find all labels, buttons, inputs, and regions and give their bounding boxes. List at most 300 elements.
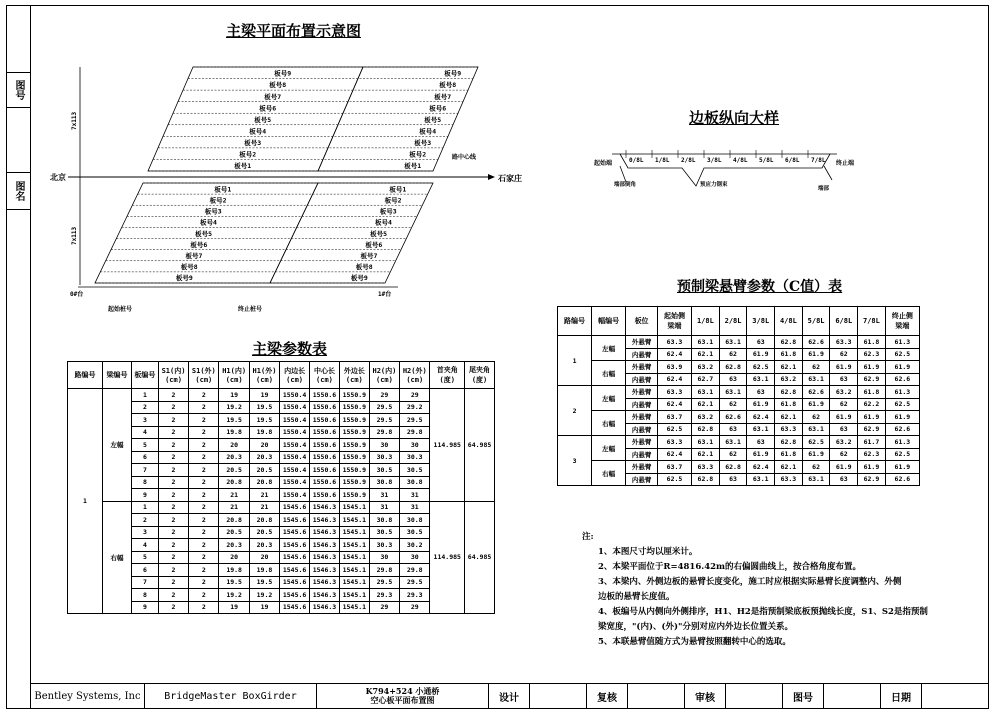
plan-drawing: [48, 55, 522, 315]
cant-cell: 63.1: [692, 386, 720, 399]
cant-header-cell: 路编号: [558, 307, 592, 336]
cant-cell: 63.3: [692, 461, 720, 474]
params-cell: 31: [400, 501, 430, 514]
params-angle-cell: 64.985: [465, 501, 495, 614]
cant-row: [558, 386, 920, 399]
cant-cell: 61.8: [775, 398, 803, 411]
cant-cell: 63.2: [775, 373, 803, 386]
tb-date-label: 日期: [891, 692, 911, 704]
note-item: 1、本图尺寸均以厘米计。: [598, 547, 698, 557]
plan-center-note: 路中心线: [452, 154, 477, 161]
params-cell: 30.3: [400, 451, 430, 464]
cant-cell: 61.9: [858, 461, 886, 474]
beam-label: 板号8: [269, 81, 287, 90]
params-cell: 2: [158, 389, 188, 402]
params-row: [68, 389, 495, 402]
notes: [582, 530, 928, 650]
params-header-cell: 内边长 (cm): [280, 362, 310, 389]
params-cell: 6: [132, 564, 159, 577]
params-cell: 19: [249, 601, 279, 614]
params-cell: 29.8: [400, 426, 430, 439]
cant-cell: 62.4: [657, 348, 691, 361]
params-cell: 3: [132, 414, 159, 427]
cant-cell: 61.8: [858, 386, 886, 399]
cant-header-cell: 5/8L: [802, 307, 830, 336]
notes-title: 注:: [582, 532, 594, 542]
params-cell: 29.5: [400, 414, 430, 427]
params-cell: 20.8: [249, 514, 279, 527]
params-cell: 1545.1: [339, 501, 369, 514]
params-cell: 2: [189, 501, 219, 514]
cant-road-cell: 2: [558, 386, 592, 436]
params-cell: 1550.9: [339, 401, 369, 414]
params-cell: 30.3: [369, 451, 399, 464]
params-cell: 9: [132, 489, 159, 502]
params-cell: 2: [189, 476, 219, 489]
cant-cell: 63.2: [692, 361, 720, 374]
cant-cell: 62.5: [657, 423, 691, 436]
cant-cell: 62.5: [802, 436, 830, 449]
params-cell: 29.5: [369, 576, 399, 589]
cant-header-row: [558, 307, 920, 336]
params-cell: 1546.3: [310, 501, 340, 514]
cant-cell: 63: [719, 373, 747, 386]
params-cell: 1550.6: [310, 464, 340, 477]
params-cell: 1550.6: [310, 439, 340, 452]
params-cell: 1546.3: [310, 526, 340, 539]
params-cell: 19: [219, 389, 249, 402]
cant-cell: 62.9: [858, 473, 886, 486]
note-item: 边板的悬臂长度值。: [598, 592, 675, 602]
params-cell: 1545.6: [280, 539, 310, 552]
beam-label: 板号6: [365, 240, 383, 249]
beam-label: 板号7: [434, 92, 452, 101]
side-tab-drawing-no-label: 图号: [13, 80, 24, 100]
edge-right-note: 端部: [818, 186, 830, 192]
params-cell: 1550.9: [339, 414, 369, 427]
cant-cell: 62.8: [775, 336, 803, 349]
cant-header-cell: 2/8L: [719, 307, 747, 336]
beam-label: 板号4: [249, 127, 267, 136]
beam-label: 板号3: [204, 207, 222, 216]
edge-mid-note: 预应力钢束: [700, 182, 728, 188]
params-cell: 4: [132, 426, 159, 439]
beam-label: 板号2: [384, 196, 402, 205]
params-cell: 29.3: [369, 589, 399, 602]
cant-cell: 63.1: [802, 473, 830, 486]
cant-cell: 63.1: [747, 473, 775, 486]
tb-drawing-line2: 空心板平面布置图: [370, 695, 435, 705]
cant-cell: 61.7: [858, 436, 886, 449]
note-item: 梁宽度，"(内)、(外)"分别对应内外边长位置关系。: [598, 622, 793, 632]
cant-cell: 62.8: [692, 423, 720, 436]
params-cell: 2: [158, 451, 188, 464]
cant-cell: 62: [830, 398, 858, 411]
cant-cell: 内悬臂: [626, 448, 658, 461]
cant-cell: 62: [802, 411, 830, 424]
cant-cell: 62.4: [747, 411, 775, 424]
tb-drawing-line1: K794+524 小通桥: [365, 686, 440, 696]
params-cell: 7: [132, 576, 159, 589]
cant-cell: 62.6: [802, 336, 830, 349]
tb-review: [587, 684, 628, 708]
params-cell: 1545.1: [339, 576, 369, 589]
cant-cell: 61.9: [885, 361, 919, 374]
cant-side-cell: 左幅: [592, 336, 626, 361]
cant-header-cell: 终止侧 梁端: [885, 307, 919, 336]
cant-cell: 62.1: [775, 411, 803, 424]
edge-position-label: 4/8L: [733, 157, 748, 164]
params-title: 主梁参数表: [252, 340, 328, 358]
params-cell: 29.3: [400, 589, 430, 602]
params-cell: 30: [369, 439, 399, 452]
cant-cell: 62.5: [885, 398, 919, 411]
params-cell: 1546.3: [310, 539, 340, 552]
cant-cell: 62.4: [747, 461, 775, 474]
params-cell: 30.8: [369, 514, 399, 527]
edge-position-label: 0/8L: [629, 157, 644, 164]
tb-date: [881, 684, 922, 708]
cant-cell: 61.9: [858, 361, 886, 374]
params-header-cell: H1(内) (cm): [219, 362, 249, 389]
params-cell: 1545.6: [280, 551, 310, 564]
beam-label: 板号6: [429, 104, 447, 113]
params-cell: 2: [189, 576, 219, 589]
params-cell: 1546.3: [310, 551, 340, 564]
note-item: 3、本梁内、外侧边板的悬臂长度变化，施工时应根据实际悬臂长度调整内、外侧: [598, 577, 902, 587]
cant-cell: 62.4: [657, 398, 691, 411]
params-cell: 1545.1: [339, 551, 369, 564]
params-cell: 2: [189, 439, 219, 452]
params-cell: 30.8: [400, 476, 430, 489]
cant-cell: 63.7: [657, 411, 691, 424]
cant-cell: 内悬臂: [626, 348, 658, 361]
tb-company-text: Bentley Systems, Inc: [34, 690, 141, 702]
params-cell: 2: [189, 464, 219, 477]
cant-cell: 62.6: [885, 473, 919, 486]
cant-cell: 63.3: [657, 336, 691, 349]
plan-bottom-left: 0#台: [70, 291, 84, 298]
beam-label: 板号5: [370, 229, 388, 238]
beam-label: 板号1: [214, 185, 232, 194]
params-cell: 29.5: [400, 576, 430, 589]
params-cell: 1545.1: [339, 539, 369, 552]
edge-title: 边板纵向大样: [689, 109, 780, 127]
params-cell: 1550.6: [310, 489, 340, 502]
params-cell: 31: [400, 489, 430, 502]
cant-cell: 62: [802, 361, 830, 374]
tb-drawing-no-value: [824, 684, 881, 708]
cant-cell: 63.2: [692, 411, 720, 424]
beam-label: 板号5: [424, 115, 442, 124]
params-cell: 20.5: [219, 526, 249, 539]
params-cell: 1546.3: [310, 601, 340, 614]
params-cell: 1550.6: [310, 426, 340, 439]
params-angle-cell: 64.985: [465, 389, 495, 502]
cant-cell: 63.1: [692, 336, 720, 349]
params-cell: 8: [132, 589, 159, 602]
cant-cell: 63.1: [802, 373, 830, 386]
cant-side-cell: 右幅: [592, 361, 626, 386]
params-cell: 2: [158, 576, 188, 589]
params-header-cell: H2(内) (cm): [369, 362, 399, 389]
cant-header-cell: 3/8L: [747, 307, 775, 336]
cant-cell: 61.9: [830, 361, 858, 374]
cant-cell: 63.2: [830, 386, 858, 399]
cant-cell: 61.9: [747, 398, 775, 411]
params-cell: 19.5: [219, 576, 249, 589]
params-cell: 2: [158, 539, 188, 552]
params-cell: 21: [219, 489, 249, 502]
cant-cell: 内悬臂: [626, 398, 658, 411]
params-cell: 1545.6: [280, 576, 310, 589]
cant-cell: 外悬臂: [626, 461, 658, 474]
tb-approve-value: [726, 684, 783, 708]
params-cell: 19.2: [219, 589, 249, 602]
params-cell: 2: [189, 414, 219, 427]
params-cell: 30.2: [400, 539, 430, 552]
cant-cell: 62.8: [719, 361, 747, 374]
plan-bottom-note2: 终止桩号: [238, 306, 263, 313]
params-cell: 1550.4: [280, 414, 310, 427]
cant-cell: 62.3: [858, 348, 886, 361]
params-cell: 1550.4: [280, 451, 310, 464]
params-header-cell: 首夹角 (度): [430, 362, 465, 389]
params-cell: 2: [189, 526, 219, 539]
params-cell: 1545.6: [280, 564, 310, 577]
tb-drawing-no: [783, 684, 824, 708]
tb-approve: [685, 684, 726, 708]
params-cell: 30: [400, 551, 430, 564]
tb-company: [31, 684, 145, 708]
cant-cell: 63.3: [775, 473, 803, 486]
params-angle-cell: 114.985: [430, 501, 465, 614]
params-cell: 29.5: [369, 401, 399, 414]
params-cell: 2: [189, 564, 219, 577]
params-cell: 1550.6: [310, 401, 340, 414]
beam-label: 板号2: [209, 196, 227, 205]
params-cell: 20: [219, 439, 249, 452]
cant-cell: 61.9: [830, 411, 858, 424]
cant-cell: 63: [747, 336, 775, 349]
params-cell: 1550.6: [310, 451, 340, 464]
params-cell: 19.5: [249, 401, 279, 414]
params-cell: 1550.4: [280, 439, 310, 452]
tb-design-label: 设计: [499, 692, 519, 704]
params-cell: 19.8: [249, 564, 279, 577]
cant-cell: 63: [830, 373, 858, 386]
cant-cell: 63.2: [830, 436, 858, 449]
cant-header-cell: 起始侧 梁端: [657, 307, 691, 336]
plan-bottom-note1: 起始桩号: [108, 306, 133, 313]
params-cell: 30.8: [369, 476, 399, 489]
cant-cell: 62.6: [802, 386, 830, 399]
tb-date-value: [922, 684, 987, 708]
tb-drawing-no-label: 图号: [793, 692, 813, 704]
beam-label: 板号6: [259, 104, 277, 113]
cant-cell: 外悬臂: [626, 361, 658, 374]
params-cell: 1550.9: [339, 489, 369, 502]
params-cell: 29.8: [369, 564, 399, 577]
cant-cell: 62.1: [775, 361, 803, 374]
cant-cell: 62.9: [858, 373, 886, 386]
params-cell: 2: [132, 514, 159, 527]
params-cell: 2: [158, 551, 188, 564]
cant-cell: 62.1: [692, 348, 720, 361]
params-cell: 2: [189, 514, 219, 527]
side-divider: [6, 5, 31, 709]
cant-cell: 63.1: [802, 423, 830, 436]
params-cell: 19: [219, 601, 249, 614]
cant-cell: 61.9: [802, 348, 830, 361]
beam-label: 板号7: [360, 252, 378, 260]
params-cell: 1550.4: [280, 489, 310, 502]
cant-cell: 内悬臂: [626, 373, 658, 386]
cant-side-cell: 左幅: [592, 436, 626, 461]
params-cell: 1550.6: [310, 389, 340, 402]
cant-cell: 63.3: [830, 336, 858, 349]
tb-review-label: 复核: [597, 692, 617, 704]
params-cell: 21: [249, 489, 279, 502]
plan-dim-left-top: 7x113: [71, 111, 78, 130]
cant-cell: 62.1: [692, 448, 720, 461]
params-header-cell: S1(内) (cm): [158, 362, 188, 389]
plan-title: 主梁平面布置示意图: [226, 22, 362, 40]
params-cell: 1550.4: [280, 464, 310, 477]
cant-row: [558, 411, 920, 424]
params-table: [67, 361, 495, 614]
params-cell: 20.3: [249, 539, 279, 552]
params-cell: 1546.3: [310, 589, 340, 602]
cant-header-cell: 1/8L: [692, 307, 720, 336]
tb-approve-label: 审核: [695, 692, 715, 704]
params-cell: 29: [400, 601, 430, 614]
params-cell: 1545.1: [339, 601, 369, 614]
beam-label: 板号3: [244, 139, 262, 147]
beam-label: 板号7: [185, 252, 203, 260]
edge-start-label: 起始端: [594, 160, 613, 167]
cant-cell: 62.4: [657, 448, 691, 461]
cant-side-cell: 右幅: [592, 411, 626, 436]
edge-position-label: 5/8L: [759, 157, 774, 164]
params-cell: 19.8: [219, 564, 249, 577]
cant-cell: 内悬臂: [626, 473, 658, 486]
beam-label: 板号1: [404, 162, 422, 171]
plan-right-label: 石家庄: [498, 174, 522, 183]
params-cell: 2: [189, 551, 219, 564]
params-cell: 2: [189, 539, 219, 552]
cant-cell: 62.8: [775, 386, 803, 399]
params-cell: 2: [189, 451, 219, 464]
params-cell: 2: [158, 489, 188, 502]
cant-cell: 61.9: [830, 461, 858, 474]
params-cell: 30.8: [400, 514, 430, 527]
params-cell: 29: [369, 389, 399, 402]
cant-cell: 61.9: [858, 411, 886, 424]
params-cell: 2: [158, 526, 188, 539]
params-cell: 7: [132, 464, 159, 477]
cant-side-cell: 右幅: [592, 461, 626, 486]
cant-cell: 63.9: [657, 361, 691, 374]
cant-cell: 62.1: [692, 398, 720, 411]
cant-cell: 61.9: [802, 448, 830, 461]
beam-label: 板号2: [409, 150, 427, 159]
beam-label: 板号8: [355, 263, 373, 272]
cant-cell: 62.5: [747, 361, 775, 374]
params-cell: 9: [132, 601, 159, 614]
params-road-cell: 1: [68, 389, 103, 614]
beam-label: 板号5: [195, 229, 213, 238]
plan-bottom-right: 1#台: [378, 291, 392, 298]
cant-cell: 62: [802, 461, 830, 474]
params-cell: 1545.6: [280, 601, 310, 614]
cant-cell: 62: [830, 348, 858, 361]
edge-position-label: 6/8L: [785, 157, 800, 164]
params-cell: 20.3: [219, 539, 249, 552]
cant-cell: 62.7: [692, 373, 720, 386]
params-cell: 1546.3: [310, 564, 340, 577]
cant-cell: 63.3: [657, 436, 691, 449]
cant-cell: 61.8: [858, 336, 886, 349]
params-cell: 1545.1: [339, 526, 369, 539]
edge-position-label: 7/8L: [811, 157, 826, 164]
params-header-cell: 中心长 (cm): [310, 362, 340, 389]
edge-left-note: 端部倒角: [614, 182, 637, 188]
params-cell: 1545.6: [280, 589, 310, 602]
cant-cell: 63.1: [719, 336, 747, 349]
params-cell: 2: [158, 589, 188, 602]
cant-road-cell: 3: [558, 436, 592, 486]
beam-label: 板号3: [414, 139, 432, 147]
params-cell: 20.5: [219, 464, 249, 477]
cant-cell: 63.1: [747, 373, 775, 386]
cant-cell: 62.5: [885, 448, 919, 461]
edge-end-label: 终止端: [836, 160, 855, 167]
params-cell: 3: [132, 526, 159, 539]
params-cell: 2: [158, 439, 188, 452]
beam-label: 板号1: [234, 162, 252, 171]
params-cell: 1546.3: [310, 576, 340, 589]
plan-dim-left-bottom: 7x113: [71, 226, 78, 245]
params-cell: 2: [158, 426, 188, 439]
cant-cell: 63.1: [719, 386, 747, 399]
cant-cell: 62.9: [858, 423, 886, 436]
params-cell: 30: [400, 439, 430, 452]
tb-design: [489, 684, 530, 708]
params-cell: 1550.9: [339, 426, 369, 439]
beam-label: 板号6: [190, 240, 208, 249]
params-cell: 20: [249, 439, 279, 452]
params-header-cell: 外边长 (cm): [339, 362, 369, 389]
params-cell: 30.3: [369, 539, 399, 552]
cant-cell: 63.1: [692, 436, 720, 449]
params-cell: 2: [189, 389, 219, 402]
edge-detail: [592, 140, 855, 200]
params-cell: 1550.9: [339, 439, 369, 452]
cant-cell: 63: [830, 473, 858, 486]
beam-label: 板号8: [439, 81, 457, 90]
cant-cell: 62: [719, 448, 747, 461]
params-side-cell: 左幅: [103, 389, 132, 502]
cant-cell: 63: [719, 473, 747, 486]
params-cell: 30.5: [369, 526, 399, 539]
params-cell: 29.5: [369, 414, 399, 427]
params-cell: 19.2: [249, 589, 279, 602]
beam-label: 板号8: [180, 263, 198, 272]
params-cell: 20.3: [249, 451, 279, 464]
params-header-cell: 路编号: [68, 362, 103, 389]
params-cell: 2: [189, 489, 219, 502]
